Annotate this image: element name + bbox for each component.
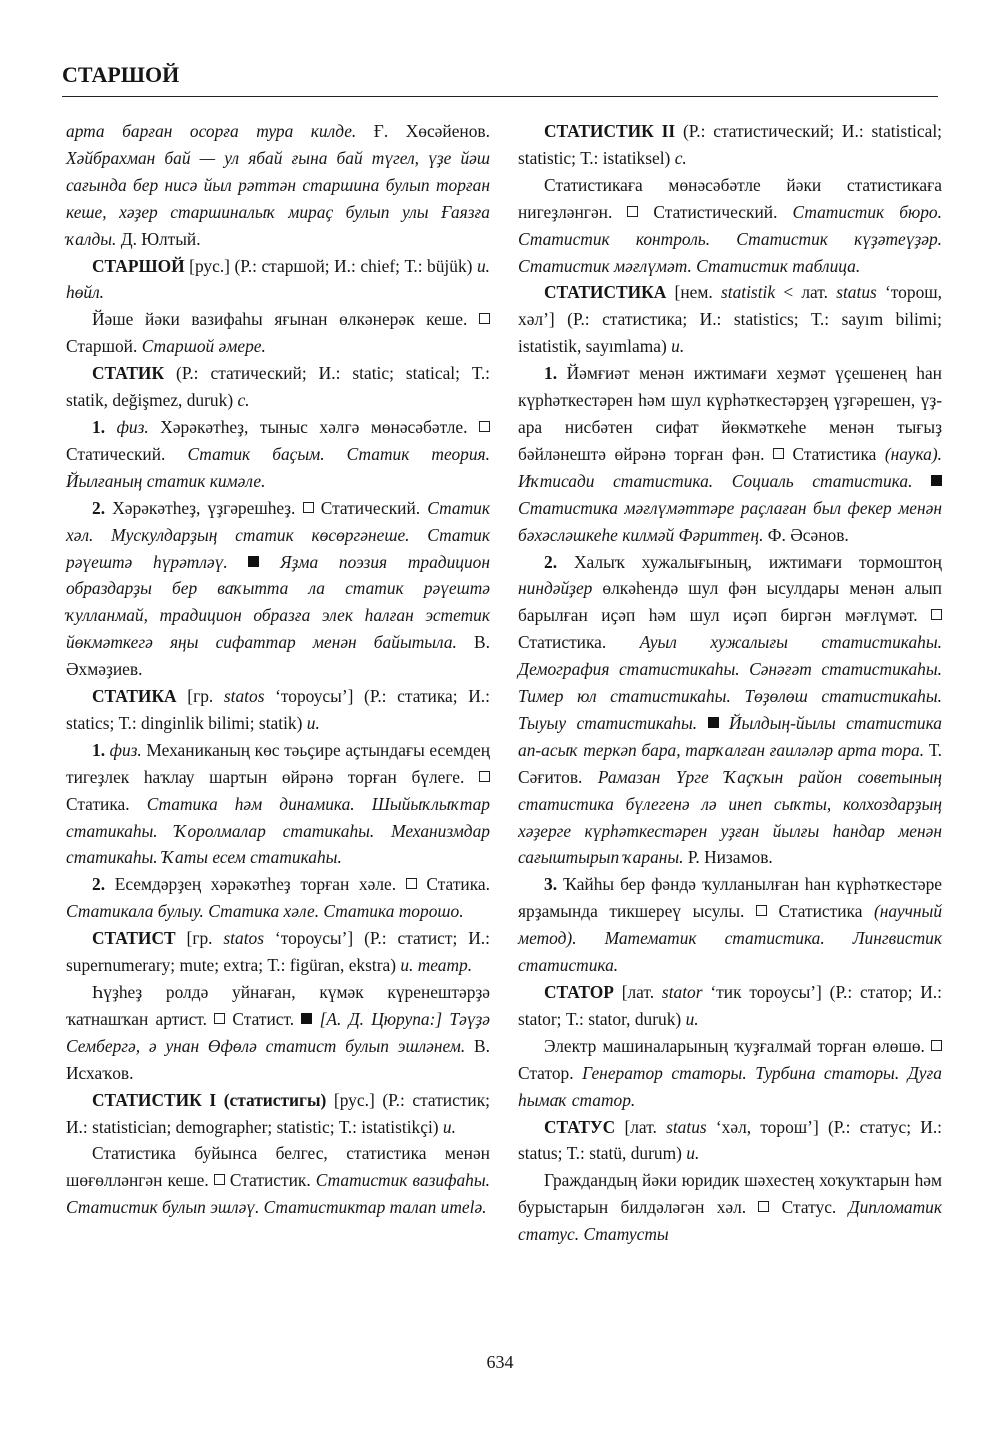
hollow-square-icon [931,609,942,620]
italic-text: Ауыл хужалығы статистикаһы. Демография статистикаһы. Сәнәғәт статистикаһы. Тимер юл статистикаһы. Төҙөлөш статистикаһы. Тыуыу статистикаһы. [518,632,942,733]
italic-text: statos [223,686,265,707]
dictionary-paragraph [66,253,490,307]
dictionary-paragraph [518,279,942,360]
text: Электр машиналарының ҡуҙғалмай торған өлөшө. [544,1035,931,1056]
dictionary-paragraph [66,683,490,737]
italic-text: Генератор статоры. Турбина статоры. Дуға һымаҡ статор. [518,1062,942,1110]
text: Есемдәрҙең хәрәкәтһеҙ торған хәле. [114,874,406,895]
italic-text: Рамазан Үрге Ҡаҫҡын район советының статистика бүлегенә лә инеп сыҡты, колхоздарҙың хәҙерге күрһәткестәрен уҙған йылғы һандар менән сағыштырып ҡараны. [518,766,942,868]
text: Д. Юлтый. [120,228,201,249]
headword: СТАТИСТИКА [544,282,667,303]
filled-square-icon [248,556,259,567]
text: Йәше йәки вазифаһы яғынан өлкәнерәк кеше. [92,309,479,330]
italic-text: Статик баҫым. Статик теория. Йылғаның статик кимәле. [66,443,490,491]
text: Статика. [416,874,490,895]
text: Статический. [313,497,428,518]
headword: СТАТИСТИК I (статистигы) [92,1089,327,1110]
text: Р. Низамов. [687,847,773,868]
text: Т. Сәғитов. [518,739,942,787]
italic-text: и. [442,1116,456,1137]
headword: СТАТУС [544,1116,616,1137]
hollow-square-icon [773,448,784,459]
italic-text: и. театр. [400,955,473,976]
italic-text: statistik [720,282,776,303]
italic-text: Дипломатик статус. Статусты [518,1197,942,1245]
dictionary-paragraph [518,979,942,1033]
hollow-square-icon [303,502,314,513]
text: Статистик. [224,1170,316,1191]
hollow-square-icon [931,1040,942,1051]
italic-text: и. һөйл. [66,255,490,303]
italic-text: stator [661,982,703,1002]
italic-text: и. [686,1143,700,1164]
dictionary-paragraph [66,360,490,414]
italic-text: Статикала булыу. Статика хәле. Статика торошо. [66,901,464,922]
filled-square-icon [931,475,942,486]
text: [гр. [175,928,224,949]
hollow-square-icon [214,1013,225,1024]
right-column [518,118,942,1248]
text: Статус. [769,1197,849,1218]
dictionary-paragraph [66,737,490,872]
text: Статистика [766,901,875,922]
dictionary-paragraph [518,172,942,280]
text: Хәрәкәтһеҙ, үҙгәрешһеҙ. [112,497,303,518]
italic-text: с. [237,390,250,411]
italic-text: (наука). Иҡтисади статистика. Социаль статистика. [518,443,942,491]
text: Статистикаға мөнәсәбәтле йәки статистикаға нигеҙләнгән. [518,174,942,222]
italic-text: и. [306,712,320,733]
italic-text: (научный метод). Математик статистика. Лингвистик статистика. [518,901,943,976]
text: Статор. [518,1062,583,1083]
text: В. Исхаҡов. [66,1035,490,1083]
text: (Р.: статистический; И.: statistical; statistic; Т.: istatiksel) [518,121,942,168]
text: < лат. [775,282,837,303]
italic-text: физ. [116,416,149,437]
running-head: СТАРШОЙ [62,62,180,87]
dictionary-paragraph [66,925,490,979]
dictionary-paragraph [66,979,490,1087]
text: Ғ. Хөсәйенов. [373,121,490,141]
italic-text: арта барған осорға тура килде. [66,121,374,141]
italic-text: Старшой әмере. [141,336,266,357]
italic-text: Статика һәм динамика. Шыйыҡлыҡтар статикаһы. Ҡоролмалар статикаһы. Механизмдар статикаһы. Ҡаты есем статикаһы. [66,793,490,868]
text: Ҡайһы бер фәндә ҡулланылған һан күрһәткестәре ярҙамында тикшереү ысулы. [518,874,942,922]
text: өлкәһендә шул фән ысулдары менән алып барылған иҫәп һәм шул иҫәп биргән мәғлүмәт. [518,578,942,626]
headword: 1. [92,739,110,760]
text: Статистика [783,443,885,464]
italic-text: statos [223,928,264,949]
text: Ф. Әсәнов. [767,524,849,545]
text: Халыҡ хужалығының, ижтимағи тормоштоң [573,551,942,572]
dictionary-paragraph [518,1167,942,1248]
dictionary-paragraph [518,1033,942,1114]
left-column [66,118,490,1221]
dictionary-paragraph [66,495,490,683]
italic-text: Йылдың-йылы статистика ап-асыҡ теркәп бара, тарҡалған ғаиләләр арта тора. [518,712,942,760]
headword: СТАТИКА [92,686,177,707]
text: ‘торош, хәл’] (Р.: статистика; И.: statistics; Т.: sayım bilimi; istatistik, sayımlama) [518,282,943,357]
text: Механиканың көс тәьҫире аҫтындағы есемдең тигеҙлек һаҡлау шартын өйрәнә торған бүлеге. [66,739,490,787]
headword: СТАТИСТ [92,928,176,949]
headword: 2. [92,497,113,518]
italic-text: с. [674,147,687,168]
text: [рус.] (Р.: старшой; И.: chief; Т.: büjük) [184,255,477,276]
dictionary-paragraph [66,118,490,253]
dictionary-paragraph [66,871,490,925]
hollow-square-icon [214,1174,225,1185]
dictionary-paragraph [518,1114,942,1168]
headword: СТАТОР [544,982,614,1002]
italic-text: [А. Д. Цюрупа:] Тәүҙә Сембергә, ә унан Өфөлә статист булып эшләнем. [66,1008,490,1056]
headword: СТАРШОЙ [92,255,185,276]
text: Статистический. [638,201,793,222]
headword: 1. [92,416,117,437]
italic-text: Статик хәл. Мускулдарҙың статик көсөргәнеше. Статик рәүештә һүрәтләү. [66,497,490,572]
dictionary-paragraph [518,549,942,872]
headword: 2. [92,874,115,895]
dictionary-paragraph [518,360,942,548]
hollow-square-icon [479,771,490,782]
italic-text: физ. [109,739,142,760]
italic-text: и. [671,336,685,357]
text: ‘хәл, торош’] (Р.: статус; И.: status; Т.: statü, durum) [518,1116,942,1164]
dictionary-paragraph [66,1140,490,1221]
hollow-square-icon [479,421,490,432]
page-number: 634 [486,1352,514,1372]
text: Йәмғиәт менән ижтимағи хеҙмәт үҫешенең һан күрһәткестәрен һәм шул күрһәткестәрҙең үҙгәрешен, үҙ-ара нисбәтен сифат йөкмәткеһе менән тығыҙ бәйләнештә өйрәнә торған фән. [518,363,942,464]
text: Хәрәкәтһеҙ, тыныс хәлгә мөнәсәбәтле. [148,416,479,437]
text: Статика. [66,793,147,814]
header-rule [62,96,938,97]
italic-text: status [836,282,877,303]
text: Статистика. [518,632,640,653]
dictionary-paragraph [66,1087,490,1141]
filled-square-icon [301,1013,312,1024]
text: ‘тороусы’] (Р.: статика; И.: statics; Т.: dinginlik bilimi; statik) [66,686,490,733]
text: Граждандың йәки юридик шәхестең хоҡуҡтарын һәм бурыстарын билдәләгән хәл. [518,1170,942,1218]
italic-text: status [666,1116,707,1137]
headword: 3. [544,874,564,895]
text: Статист. [225,1008,302,1029]
text: [лат. [613,982,662,1002]
text: ‘тороусы’] (Р.: статист; И.: supernumerary; mute; extra; Т.: figüran, ekstra) [66,928,490,976]
headword: СТАТИК [92,363,165,384]
italic-text: Статистик вазифаһы. Статистик булып эшләү. Статистиктар талап итеlә. [66,1170,490,1218]
text: Старшой. [66,336,142,357]
text: Һүҙһеҙ ролдә уйнаған, күмәк күренештәрҙә ҡатнашҡан артист. [66,982,490,1029]
italic-text: Яҙма поэзия традицион образдарҙы бер ваҡытта ла статик рәүештә ҡулланмай, традицион образға элек һалған эстетик йөкмәткегә яңы сифаттар менән байытыла. [66,551,490,653]
italic-text: ниндәйҙер [518,578,593,599]
headword: 2. [544,551,574,572]
hollow-square-icon [627,206,638,217]
hollow-square-icon [756,905,767,916]
dictionary-paragraph [518,871,942,979]
hollow-square-icon [406,878,417,889]
dictionary-paragraph [518,118,942,172]
text: Статистика буйынса белгес, статистика менән шөғөлләнгән кеше. [66,1143,490,1191]
headword: 1. [544,363,567,384]
italic-text: Хәйбрахман бай — ул ябай ғына бай түгел, үҙе йәш сағында бер нисә йыл рәттән старшина булып торған кеше, хәҙер старшиналыҡ мираҫ булып улы Ғаязға ҡалды. [66,147,490,249]
headword: СТАТИСТИК II [544,121,676,141]
italic-text: Статистика мәғлүмәттәре раҫлаған был фекер менән бәхәсләшкеһе килмәй Фәриттең. [518,497,942,545]
hollow-square-icon [479,313,490,324]
text: ‘тик тороусы’] (Р.: статор; И.: stator; Т.: stator, duruk) [518,982,942,1029]
text: Статический. [66,443,188,464]
dictionary-paragraph [66,414,490,495]
italic-text: Статистик бюро. Статистик контроль. Статистик күҙәтеүҙәр. Статистик мәғлүмәт. Статистик таблица. [518,201,942,276]
text: [нем. [666,282,721,303]
text: [рус.] (Р.: статистик; И.: statistician; demographer; statistic; Т.: istatistikçi) [66,1089,491,1137]
text: [гр. [176,686,224,707]
italic-text: и. [685,1008,699,1029]
text: (Р.: статический; И.: static; statical; Т.: statik, değişmez, duruk) [66,363,490,411]
hollow-square-icon [758,1201,769,1212]
text: [лат. [615,1116,667,1137]
filled-square-icon [708,717,719,728]
text: В. Әхмәҙиев. [66,632,490,680]
dictionary-paragraph [66,306,490,360]
